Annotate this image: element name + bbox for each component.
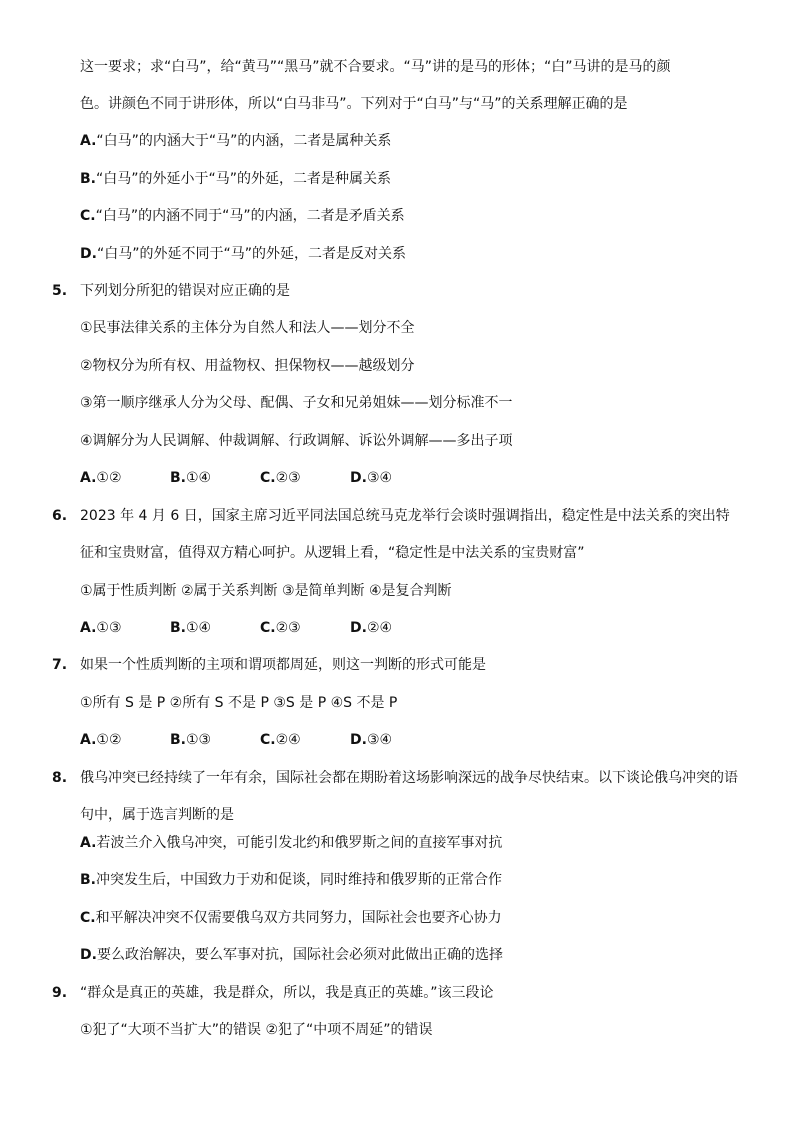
q7-stem: 如果一个性质判断的主项和谓项都周延，则这一判断的形式可能是	[80, 657, 486, 673]
option-letter: B.	[80, 171, 96, 187]
q9-number: 9.	[52, 985, 68, 1001]
q6-option-c: C.②③	[260, 620, 301, 636]
q7-option-c: C.②④	[260, 732, 301, 748]
q6-stem-line2: 征和宝贵财富，值得双方精心呵护。从逻辑上看，“稳定性是中法关系的宝贵财富”	[80, 545, 585, 561]
q7-option-a: A.①②	[80, 732, 122, 748]
q6-items: ①属于性质判断 ②属于关系判断 ③是简单判断 ④是复合判断	[80, 583, 452, 599]
q5-option-b: B.①④	[170, 470, 212, 486]
q6-options	[80, 618, 440, 638]
option-letter: A.	[80, 835, 97, 851]
option-letter: C.	[260, 732, 276, 748]
q8-option-d: D.要么政治解决，要么军事对抗，国际社会必须对此做出正确的选择	[80, 947, 503, 963]
q8-option-c: C.和平解决冲突不仅需要俄乌双方共同努力，国际社会也要齐心协力	[80, 910, 502, 926]
option-letter: A.	[80, 620, 97, 636]
q6-option-b: B.①④	[170, 620, 212, 636]
option-letter: B.	[170, 470, 186, 486]
option-letter: D.	[350, 732, 367, 748]
option-letter: D.	[80, 246, 97, 262]
option-letter: C.	[260, 470, 276, 486]
q4-option-b: B.“白马”的外延小于“马”的外延，二者是种属关系	[80, 171, 392, 187]
option-letter: A.	[80, 470, 97, 486]
option-letter: B.	[170, 732, 186, 748]
option-letter: A.	[80, 732, 97, 748]
q5-item-4: ④调解分为人民调解、仲裁调解、行政调解、诉讼外调解——多出子项	[80, 433, 513, 449]
q8-stem-line2: 句中，属于选言判断的是	[80, 807, 234, 823]
q7-options	[80, 730, 440, 750]
q8-option-a: A.若波兰介入俄乌冲突，可能引发北约和俄罗斯之间的直接军事对抗	[80, 835, 503, 851]
option-letter: D.	[80, 947, 97, 963]
option-letter: C.	[260, 620, 276, 636]
q5-item-1: ①民事法律关系的主体分为自然人和法人——划分不全	[80, 320, 415, 336]
option-letter: A.	[80, 133, 97, 149]
option-letter: C.	[80, 208, 96, 224]
q4-stem-line2: 色。讲颜色不同于讲形体，所以“白马非马”。下列对于“白马”与“马”的关系理解正确的是	[80, 96, 628, 112]
q8-stem-line1: 俄乌冲突已经持续了一年有余，国际社会都在期盼着这场影响深远的战争尽快结束。以下谈论俄乌冲突的语	[80, 770, 738, 786]
q5-options	[80, 468, 440, 488]
q5-stem: 下列划分所犯的错误对应正确的是	[80, 283, 290, 299]
q7-items: ①所有 S 是 P ②所有 S 不是 P ③S 是 P ④S 不是 P	[80, 695, 398, 711]
q6-number: 6.	[52, 508, 68, 524]
q8-option-b: B.冲突发生后，中国致力于劝和促谈，同时维持和俄罗斯的正常合作	[80, 872, 502, 888]
q5-item-3: ③第一顺序继承人分为父母、配偶、子女和兄弟姐妹——划分标准不一	[80, 395, 513, 411]
option-letter: B.	[170, 620, 186, 636]
q5-option-c: C.②③	[260, 470, 301, 486]
q4-option-d: D.“白马”的外延不同于“马”的外延，二者是反对关系	[80, 246, 406, 262]
q7-number: 7.	[52, 657, 68, 673]
q5-item-2: ②物权分为所有权、用益物权、担保物权——越级划分	[80, 358, 415, 374]
q5-option-a: A.①②	[80, 470, 122, 486]
q7-option-d: D.③④	[350, 732, 393, 748]
option-letter: D.	[350, 470, 367, 486]
q4-option-c: C.“白马”的内涵不同于“马”的内涵，二者是矛盾关系	[80, 208, 405, 224]
option-letter: C.	[80, 910, 96, 926]
q4-option-a: A.“白马”的内涵大于“马”的内涵，二者是属种关系	[80, 133, 392, 149]
q8-number: 8.	[52, 770, 68, 786]
option-letter: B.	[80, 872, 96, 888]
q6-option-d: D.②④	[350, 620, 393, 636]
q7-option-b: B.①③	[170, 732, 212, 748]
q6-stem-line1: 2023 年 4 月 6 日，国家主席习近平同法国总统马克龙举行会谈时强调指出，稳定性是中法关系的突出特	[80, 508, 730, 524]
q4-stem-line1: 这一要求；求“白马”，给“黄马”“黑马”就不合要求。“马”讲的是马的形体；“白”马讲的是马的颜	[80, 59, 671, 75]
q9-stem: “群众是真正的英雄，我是群众，所以，我是真正的英雄。”该三段论	[80, 985, 494, 1001]
q5-option-d: D.③④	[350, 470, 393, 486]
option-letter: D.	[350, 620, 367, 636]
q9-items: ①犯了“大项不当扩大”的错误 ②犯了“中项不周延”的错误	[80, 1022, 433, 1038]
q6-option-a: A.①③	[80, 620, 122, 636]
q5-number: 5.	[52, 283, 68, 299]
